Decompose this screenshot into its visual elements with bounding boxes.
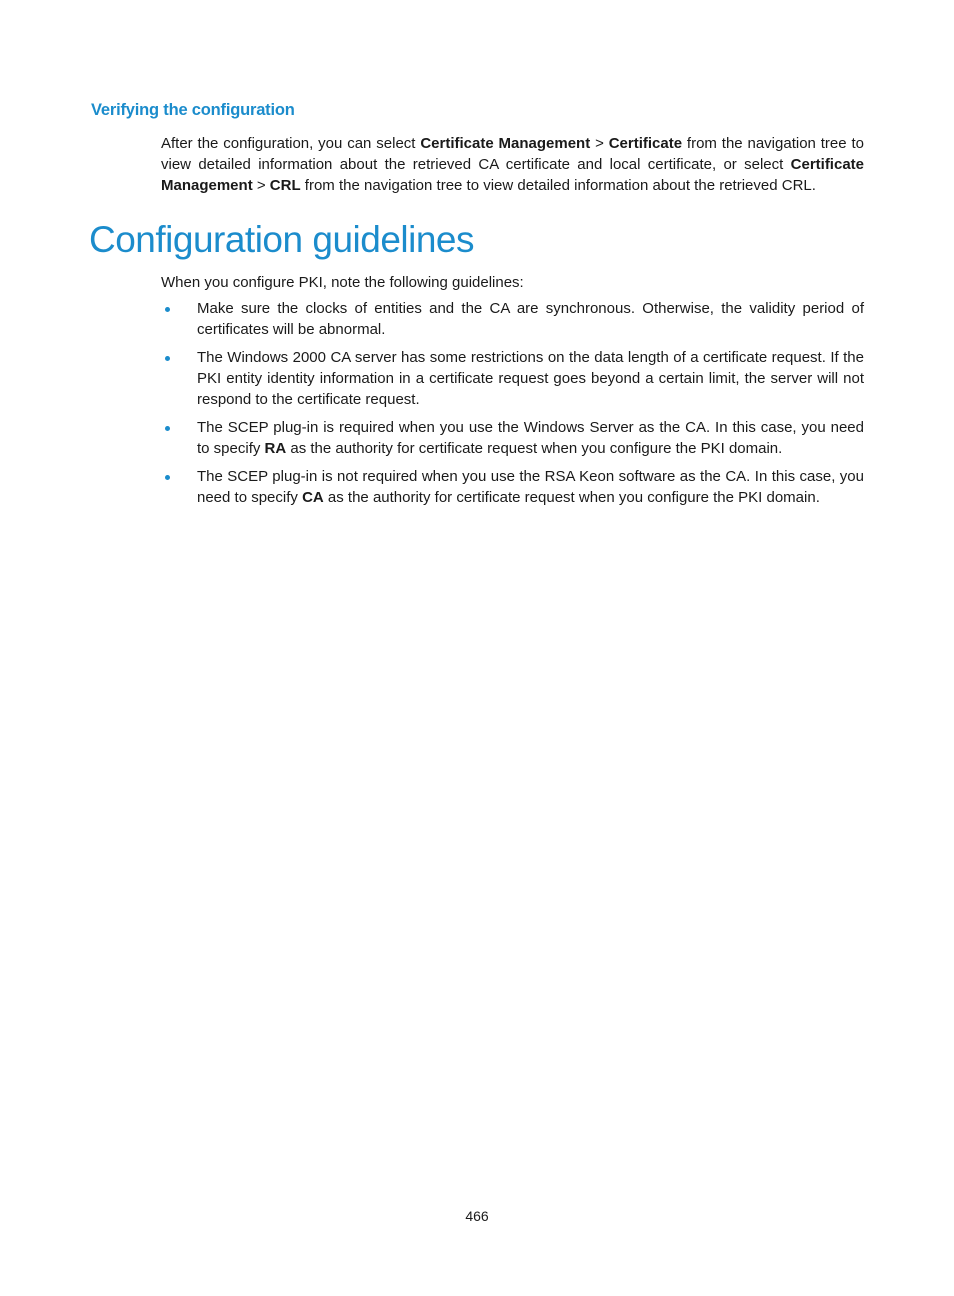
verifying-text-5: from the navigation tree to view detailed information about the retrieved CRL. bbox=[300, 177, 816, 194]
keyword-ca: CA bbox=[302, 489, 324, 506]
list-item bbox=[161, 466, 864, 508]
guidelines-list bbox=[161, 298, 864, 515]
list-item-text: The Windows 2000 CA server has some restrictions on the data length of a certificate request. If the PKI entity identity information in a certificate request goes beyond a certain limit, the server will not respond to the certificate request. bbox=[197, 349, 864, 408]
section-subheading-verifying: Verifying the configuration bbox=[91, 101, 295, 119]
list-item bbox=[161, 347, 864, 410]
list-item-text-end: as the authority for certificate request when you configure the PKI domain. bbox=[286, 440, 783, 457]
list-item-text: Make sure the clocks of entities and the CA are synchronous. Otherwise, the validity period of certificates will be abnormal. bbox=[197, 300, 864, 338]
menu-path-certificate: Certificate bbox=[608, 135, 683, 152]
bullet-dot-icon bbox=[165, 307, 170, 312]
keyword-ra: RA bbox=[264, 440, 287, 457]
bullet-dot-icon bbox=[165, 475, 170, 480]
menu-path-certificate-management-2: Certificate Management bbox=[161, 156, 864, 194]
list-item-text-end: as the authority for certificate request when you configure the PKI domain. bbox=[323, 489, 820, 506]
list-item bbox=[161, 417, 864, 459]
list-item bbox=[161, 298, 864, 340]
menu-path-crl: CRL bbox=[269, 177, 301, 194]
verifying-text-1: After the configuration, you can select bbox=[161, 135, 421, 152]
guidelines-intro: When you configure PKI, note the following guidelines: bbox=[161, 274, 524, 291]
verifying-text-2: > bbox=[590, 135, 609, 152]
menu-path-certificate-management: Certificate Management bbox=[420, 135, 591, 152]
list-item-text: The SCEP plug-in is not required when you use the RSA Keon software as the CA. In this case, you need to specify bbox=[197, 468, 864, 506]
bullet-dot-icon bbox=[165, 356, 170, 361]
list-item-text: The SCEP plug-in is required when you use the Windows Server as the CA. In this case, you need to specify bbox=[197, 419, 864, 457]
verifying-text-3: from the navigation tree to view detailed information about the retrieved CA certificate and local certificate, or select bbox=[161, 135, 864, 173]
section-heading-guidelines: Configuration guidelines bbox=[89, 219, 474, 260]
page-number: 466 bbox=[465, 1208, 489, 1224]
verifying-text-4: > bbox=[252, 177, 270, 194]
bullet-dot-icon bbox=[165, 426, 170, 431]
verifying-paragraph bbox=[161, 133, 864, 196]
